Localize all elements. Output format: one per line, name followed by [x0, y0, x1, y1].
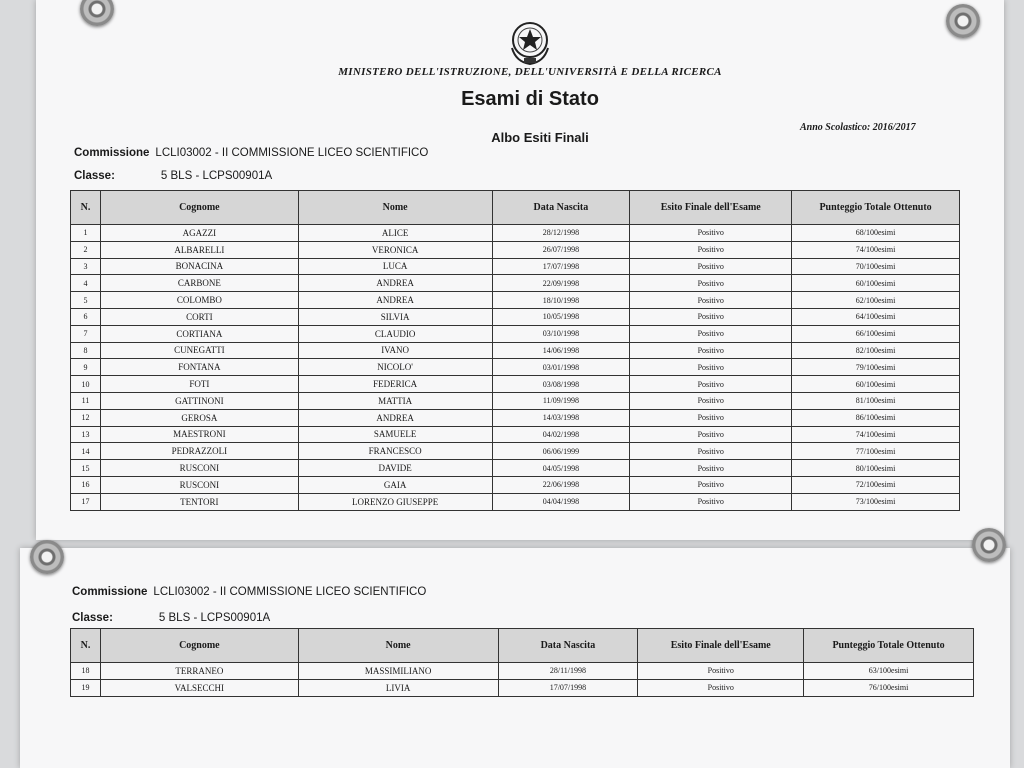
table-row: [71, 409, 960, 426]
row-number: 9: [71, 359, 101, 376]
class-label: Classe:: [74, 170, 115, 182]
exam-outcome-cell: Positivo: [630, 443, 792, 460]
exam-outcome-cell: Positivo: [630, 241, 792, 258]
first-name-cell: MATTIA: [298, 392, 492, 409]
surname-cell: COLOMBO: [100, 292, 298, 309]
surname-cell: TENTORI: [100, 493, 298, 510]
first-name-cell: SAMUELE: [298, 426, 492, 443]
surname-cell: RUSCONI: [100, 476, 298, 493]
exam-outcome-cell: Positivo: [630, 409, 792, 426]
surname-cell: FONTANA: [100, 359, 298, 376]
first-name-cell: IVANO: [298, 342, 492, 359]
surname-cell: MAESTRONI: [100, 426, 298, 443]
exam-outcome-cell: Positivo: [630, 460, 792, 477]
column-header: Nome: [298, 191, 492, 225]
class-label: Classe:: [72, 612, 113, 624]
first-name-cell: LIVIA: [298, 679, 498, 696]
column-header: Punteggio Totale Ottenuto: [792, 191, 960, 225]
score-cell: 81/100esimi: [792, 392, 960, 409]
results-table-page-2: [70, 628, 974, 697]
first-name-cell: SILVIA: [298, 308, 492, 325]
score-cell: 74/100esimi: [792, 241, 960, 258]
first-name-cell: VERONICA: [298, 241, 492, 258]
commission-line: [74, 147, 428, 159]
row-number: 4: [71, 275, 101, 292]
first-name-cell: ANDREA: [298, 292, 492, 309]
row-number: 1: [71, 225, 101, 242]
column-header: Cognome: [100, 629, 298, 663]
table-row: [71, 292, 960, 309]
exam-outcome-cell: Positivo: [630, 426, 792, 443]
birth-date-cell: 04/04/1998: [492, 493, 630, 510]
table-row: [71, 241, 960, 258]
exam-outcome-cell: Positivo: [630, 292, 792, 309]
exam-outcome-cell: Positivo: [630, 342, 792, 359]
exam-outcome-cell: Positivo: [630, 359, 792, 376]
row-number: 6: [71, 308, 101, 325]
score-cell: 60/100esimi: [792, 376, 960, 393]
exam-outcome-cell: Positivo: [630, 258, 792, 275]
first-name-cell: DAVIDE: [298, 460, 492, 477]
birth-date-cell: 11/09/1998: [492, 392, 630, 409]
exam-outcome-cell: Positivo: [630, 493, 792, 510]
birth-date-cell: 22/09/1998: [492, 275, 630, 292]
table-row: [71, 225, 960, 242]
exam-outcome-cell: Positivo: [630, 225, 792, 242]
exam-outcome-cell: Positivo: [638, 663, 804, 680]
table-row: [71, 426, 960, 443]
first-name-cell: CLAUDIO: [298, 325, 492, 342]
birth-date-cell: 03/08/1998: [492, 376, 630, 393]
row-number: 2: [71, 241, 101, 258]
score-cell: 80/100esimi: [792, 460, 960, 477]
score-cell: 70/100esimi: [792, 258, 960, 275]
birth-date-cell: 03/10/1998: [492, 325, 630, 342]
table-row: [71, 679, 974, 696]
page-subtitle: Albo Esiti Finali: [491, 130, 589, 145]
table-row: [71, 359, 960, 376]
row-number: 3: [71, 258, 101, 275]
column-header: Data Nascita: [492, 191, 630, 225]
column-header: Nome: [298, 629, 498, 663]
class-line-page-2: [72, 612, 270, 624]
row-number: 10: [71, 376, 101, 393]
results-table: [70, 190, 960, 511]
surname-cell: RUSCONI: [100, 460, 298, 477]
exam-outcome-cell: Positivo: [630, 308, 792, 325]
row-number: 16: [71, 476, 101, 493]
exam-outcome-cell: Positivo: [630, 392, 792, 409]
ministry-heading: MINISTERO DELL'ISTRUZIONE, DELL'UNIVERSITÀ E DELLA RICERCA: [338, 66, 722, 78]
row-number: 18: [71, 663, 101, 680]
score-cell: 62/100esimi: [792, 292, 960, 309]
first-name-cell: GAIA: [298, 476, 492, 493]
commission-label: Commissione: [72, 586, 148, 598]
birth-date-cell: 04/02/1998: [492, 426, 630, 443]
column-header: Data Nascita: [498, 629, 638, 663]
score-cell: 72/100esimi: [792, 476, 960, 493]
column-header: N.: [71, 191, 101, 225]
row-number: 13: [71, 426, 101, 443]
surname-cell: VALSECCHI: [100, 679, 298, 696]
row-number: 5: [71, 292, 101, 309]
exam-outcome-cell: Positivo: [630, 325, 792, 342]
table-row: [71, 258, 960, 275]
birth-date-cell: 28/12/1998: [492, 225, 630, 242]
birth-date-cell: 06/06/1999: [492, 443, 630, 460]
birth-date-cell: 18/10/1998: [492, 292, 630, 309]
surname-cell: PEDRAZZOLI: [100, 443, 298, 460]
column-header: Cognome: [100, 191, 298, 225]
birth-date-cell: 14/03/1998: [492, 409, 630, 426]
birth-date-cell: 14/06/1998: [492, 342, 630, 359]
birth-date-cell: 26/07/1998: [492, 241, 630, 258]
score-cell: 63/100esimi: [804, 663, 974, 680]
birth-date-cell: 10/05/1998: [492, 308, 630, 325]
first-name-cell: ANDREA: [298, 275, 492, 292]
surname-cell: BONACINA: [100, 258, 298, 275]
class-value: 5 BLS - LCPS00901A: [158, 612, 271, 624]
first-name-cell: LORENZO GIUSEPPE: [298, 493, 492, 510]
table-row: [71, 376, 960, 393]
column-header: Esito Finale dell'Esame: [638, 629, 804, 663]
row-number: 15: [71, 460, 101, 477]
pushpin-icon: [972, 528, 1006, 562]
table-row: [71, 275, 960, 292]
pushpin-icon: [30, 540, 64, 574]
table-row: [71, 476, 960, 493]
row-number: 17: [71, 493, 101, 510]
score-cell: 66/100esimi: [792, 325, 960, 342]
row-number: 12: [71, 409, 101, 426]
table-row: [71, 663, 974, 680]
commission-value: LCLI03002 - II COMMISSIONE LICEO SCIENTIFICO: [155, 147, 429, 159]
row-number: 8: [71, 342, 101, 359]
score-cell: 60/100esimi: [792, 275, 960, 292]
table-row: [71, 325, 960, 342]
italian-republic-emblem-icon: [506, 18, 554, 68]
exam-outcome-cell: Positivo: [630, 376, 792, 393]
surname-cell: CUNEGATTI: [100, 342, 298, 359]
exam-outcome-cell: Positivo: [630, 476, 792, 493]
page-title: Esami di Stato: [461, 88, 599, 110]
score-cell: 82/100esimi: [792, 342, 960, 359]
table-row: [71, 443, 960, 460]
birth-date-cell: 03/01/1998: [492, 359, 630, 376]
birth-date-cell: 22/06/1998: [492, 476, 630, 493]
score-cell: 64/100esimi: [792, 308, 960, 325]
score-cell: 73/100esimi: [792, 493, 960, 510]
surname-cell: GATTINONI: [100, 392, 298, 409]
score-cell: 74/100esimi: [792, 426, 960, 443]
score-cell: 68/100esimi: [792, 225, 960, 242]
table-header-row: [71, 191, 960, 225]
school-year: Anno Scolastico: 2016/2017: [800, 122, 916, 133]
score-cell: 77/100esimi: [792, 443, 960, 460]
class-value: 5 BLS - LCPS00901A: [160, 170, 273, 182]
row-number: 14: [71, 443, 101, 460]
surname-cell: CORTIANA: [100, 325, 298, 342]
row-number: 19: [71, 679, 101, 696]
surname-cell: GEROSA: [100, 409, 298, 426]
surname-cell: AGAZZI: [100, 225, 298, 242]
birth-date-cell: 04/05/1998: [492, 460, 630, 477]
column-header: Esito Finale dell'Esame: [630, 191, 792, 225]
exam-outcome-cell: Positivo: [638, 679, 804, 696]
surname-cell: TERRANEO: [100, 663, 298, 680]
table-row: [71, 308, 960, 325]
birth-date-cell: 17/07/1998: [492, 258, 630, 275]
first-name-cell: FEDERICA: [298, 376, 492, 393]
commission-value: LCLI03002 - II COMMISSIONE LICEO SCIENTIFICO: [153, 586, 427, 598]
column-header: Punteggio Totale Ottenuto: [804, 629, 974, 663]
table-row: [71, 342, 960, 359]
first-name-cell: LUCA: [298, 258, 492, 275]
first-name-cell: FRANCESCO: [298, 443, 492, 460]
score-cell: 86/100esimi: [792, 409, 960, 426]
first-name-cell: MASSIMILIANO: [298, 663, 498, 680]
score-cell: 79/100esimi: [792, 359, 960, 376]
class-line: [74, 170, 272, 182]
first-name-cell: ALICE: [298, 225, 492, 242]
table-row: [71, 392, 960, 409]
commission-line-page-2: [72, 586, 426, 598]
first-name-cell: ANDREA: [298, 409, 492, 426]
first-name-cell: NICOLO': [298, 359, 492, 376]
row-number: 7: [71, 325, 101, 342]
table-row: [71, 493, 960, 510]
surname-cell: CARBONE: [100, 275, 298, 292]
table-header-row: [71, 629, 974, 663]
birth-date-cell: 28/11/1998: [498, 663, 638, 680]
surname-cell: CORTI: [100, 308, 298, 325]
commission-label: Commissione: [74, 147, 150, 159]
surname-cell: ALBARELLI: [100, 241, 298, 258]
table-row: [71, 460, 960, 477]
score-cell: 76/100esimi: [804, 679, 974, 696]
pushpin-icon: [946, 4, 980, 38]
column-header: N.: [71, 629, 101, 663]
exam-outcome-cell: Positivo: [630, 275, 792, 292]
row-number: 11: [71, 392, 101, 409]
birth-date-cell: 17/07/1998: [498, 679, 638, 696]
surname-cell: FOTI: [100, 376, 298, 393]
